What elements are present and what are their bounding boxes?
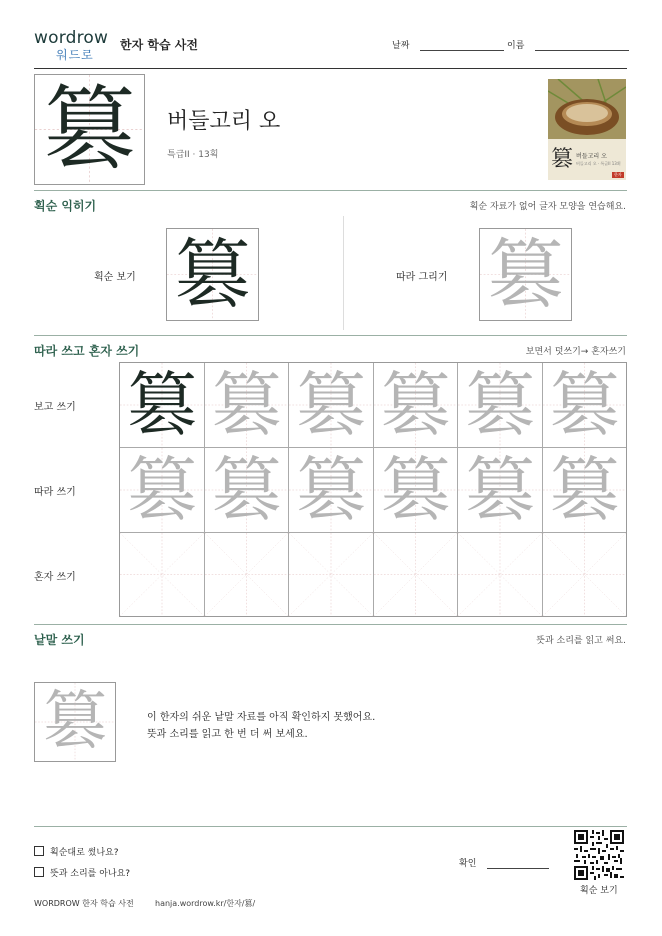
- grid-cell-blank[interactable]: [374, 533, 458, 616]
- logo: [34, 28, 114, 64]
- date-blank[interactable]: [420, 40, 504, 51]
- checklist-item-meaning[interactable]: [34, 866, 130, 879]
- stroke-trace-box[interactable]: [479, 228, 572, 321]
- grid-cell-blank[interactable]: [120, 533, 205, 616]
- stroke-trace-label: 따라 그리기: [396, 272, 448, 283]
- grid-cell-blank[interactable]: [543, 533, 626, 616]
- trace-character: 篡: [380, 449, 451, 531]
- footer-rule: [34, 826, 627, 827]
- check-label: 획순대로 썼나요?: [50, 848, 119, 858]
- row-label-trace: 따라 쓰기: [34, 487, 76, 498]
- trace-character: 篡: [549, 364, 620, 446]
- confirm-field[interactable]: [459, 856, 549, 869]
- grid-cell[interactable]: [543, 363, 626, 448]
- stroke-trace-character: 篡: [487, 229, 564, 319]
- grid-cell[interactable]: [205, 363, 289, 448]
- stroke-view-label: 획순 보기: [94, 272, 136, 283]
- confirm-blank[interactable]: [487, 858, 549, 869]
- trace-character: 篡: [465, 364, 535, 446]
- word-message-line1: 이 한자의 쉬운 낱말 자료를 아직 확인하지 못했어요.: [147, 712, 376, 723]
- confirm-label: 확인: [459, 859, 477, 869]
- word-character: 篡: [43, 685, 107, 759]
- grid-cell[interactable]: [289, 448, 374, 533]
- name-blank[interactable]: [535, 40, 629, 51]
- header-rule: [34, 68, 627, 69]
- stroke-rule: [34, 335, 627, 336]
- hero-rule: [34, 190, 627, 191]
- grid-cell[interactable]: [374, 448, 458, 533]
- trace-character: 篡: [465, 449, 535, 531]
- trace-character: 篡: [296, 449, 366, 531]
- row-label-view: 보고 쓰기: [34, 402, 76, 413]
- trace-character: 篡: [127, 449, 197, 531]
- practice-section-title: 따라 쓰고 혼자 쓰기: [34, 344, 140, 358]
- grid-cell[interactable]: [543, 448, 626, 533]
- practice-grid: [119, 362, 627, 617]
- name-label: 이름: [507, 41, 525, 51]
- date-field[interactable]: [392, 38, 504, 51]
- grid-cell[interactable]: [120, 448, 205, 533]
- word-char-box[interactable]: [34, 682, 116, 762]
- stroke-view-box[interactable]: [166, 228, 259, 321]
- name-field[interactable]: [507, 38, 629, 51]
- practice-rule: [34, 624, 627, 625]
- grid-cell-blank[interactable]: [458, 533, 543, 616]
- hero-character: 篡: [43, 75, 136, 183]
- app-title: 한자 학습 사전: [120, 38, 198, 52]
- word-section-note: 뜻과 소리를 읽고 써요.: [536, 636, 626, 646]
- check-label: 뜻과 소리를 아나요?: [50, 869, 131, 879]
- thumbnail-char: 篡: [551, 147, 574, 172]
- checkbox[interactable]: [34, 867, 44, 877]
- thumbnail-subtitle: 버들고리 오 · 특급II 13획: [576, 161, 621, 166]
- grid-cell[interactable]: [120, 363, 205, 448]
- stroke-section-note: 획순 자료가 없어 글자 모양을 연습해요.: [469, 202, 626, 212]
- grid-cell-blank[interactable]: [205, 533, 289, 616]
- grid-cell-blank[interactable]: [289, 533, 374, 616]
- logo-wordmark: wordrow: [34, 28, 109, 48]
- footer-url[interactable]: hanja.wordrow.kr/한자/篡/: [155, 899, 256, 908]
- word-message-line2: 뜻과 소리를 읽고 한 번 더 써 보세요.: [147, 729, 308, 740]
- grid-cell[interactable]: [374, 363, 458, 448]
- qr-code-icon[interactable]: [574, 830, 624, 880]
- stroke-section-title: 획순 익히기: [34, 199, 97, 213]
- grade-strokes: 특급II · 13획: [167, 150, 219, 160]
- row-label-solo: 혼자 쓰기: [34, 572, 76, 583]
- word-section-title: 낱말 쓰기: [34, 633, 85, 647]
- trace-character: 篡: [211, 449, 282, 531]
- meaning-sound: 버들고리 오: [167, 109, 281, 134]
- trace-character: 篡: [211, 364, 282, 446]
- grid-cell[interactable]: [289, 363, 374, 448]
- qr-caption: 획순 보기: [580, 886, 618, 896]
- logo-korean: 워드로: [56, 48, 94, 62]
- thumbnail-title: 버들고리 오: [576, 153, 607, 160]
- trace-character: 篡: [549, 449, 620, 531]
- footer-brand: WORDROW 한자 학습 사전: [34, 899, 134, 908]
- thumbnail-badge: 한자: [614, 172, 622, 177]
- date-label: 날짜: [392, 41, 410, 51]
- checkbox[interactable]: [34, 846, 44, 856]
- thumbnail: [548, 79, 626, 180]
- hero-char-box: [34, 74, 145, 185]
- model-character: 篡: [127, 364, 197, 446]
- stroke-divider: [343, 216, 344, 330]
- practice-section-note: 보면서 덧쓰기→ 혼자쓰기: [525, 347, 626, 357]
- checklist-item-strokes[interactable]: [34, 845, 119, 858]
- stroke-view-character: 篡: [174, 229, 251, 319]
- grid-cell[interactable]: [458, 448, 543, 533]
- grid-cell[interactable]: [458, 363, 543, 448]
- trace-character: 篡: [380, 364, 451, 446]
- grid-cell[interactable]: [205, 448, 289, 533]
- trace-character: 篡: [296, 364, 366, 446]
